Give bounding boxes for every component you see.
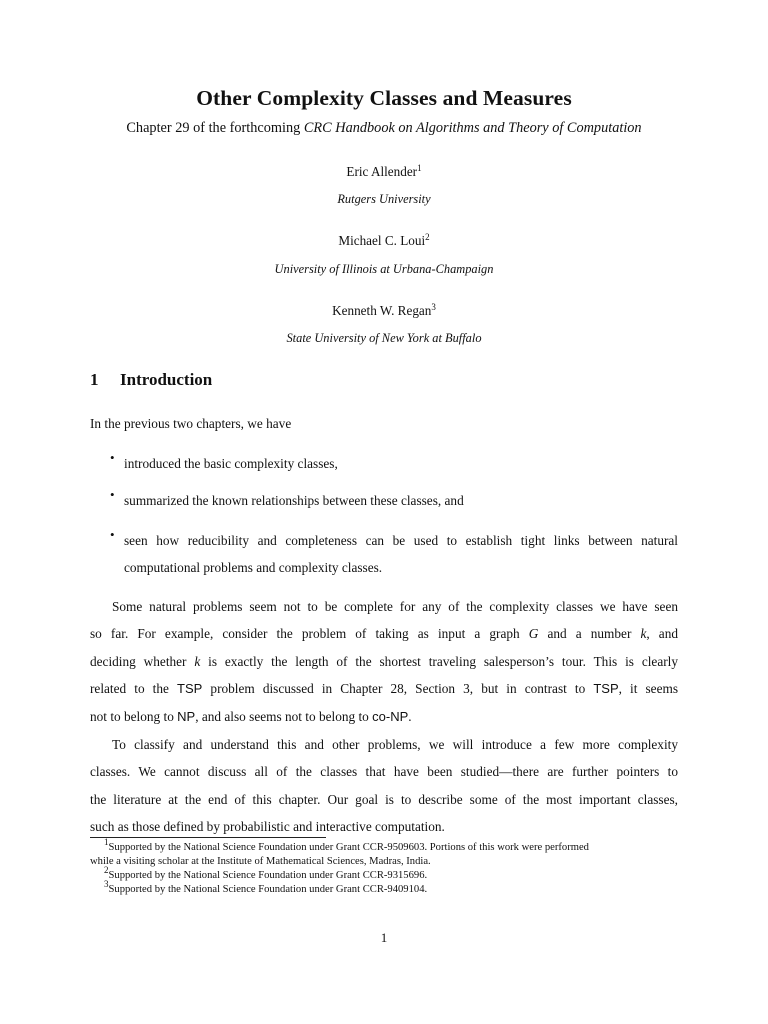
author-2	[0, 233, 768, 249]
bullet-icon: •	[110, 527, 115, 542]
class-name-conp: co-NP	[372, 708, 409, 724]
math-var-k: k	[640, 626, 647, 642]
list-item-text: seen how reducibility and completeness can be used to establish tight links between natural	[124, 533, 678, 548]
page-number: 1	[380, 930, 388, 945]
text-line: the literature at the end of this chapter. Our goal is to describe some of the most important classes,	[90, 791, 678, 807]
bullet-icon: •	[110, 450, 115, 465]
section-heading	[90, 370, 212, 390]
footnote-3: $^3$Supported by the National Science Foundation under Grant CCR-9409104.	[104, 879, 428, 895]
text-line: To classify and understand this and other problems, we will introduce a few more complexity	[112, 737, 678, 752]
paragraph-2	[90, 731, 678, 841]
author-name: Michael C. Loui	[338, 233, 426, 248]
author-1-affiliation: Rutgers University	[337, 192, 431, 206]
class-name-tsp: TSP	[177, 681, 203, 697]
author-name: Kenneth W. Regan	[332, 303, 432, 318]
subtitle-prefix: Chapter 29 of the forthcoming	[126, 120, 304, 136]
class-name-tsp: TSP	[593, 681, 619, 697]
intro-sentence: In the previous two chapters, we have	[90, 416, 292, 431]
paper-subtitle	[0, 120, 768, 137]
text-line: deciding whether k is exactly the length of the shortest traveling salesperson’s tour. This is clearly	[90, 653, 678, 669]
footnote-2: $^2$Supported by the National Science Foundation under Grant CCR-9315696.	[104, 865, 428, 881]
text-line: Some natural problems seem not to be complete for any of the complexity classes we have seen	[112, 599, 678, 614]
math-var-g: G	[528, 626, 539, 642]
footnote-mark: 1	[417, 163, 422, 173]
footnote-mark: 3	[104, 879, 109, 889]
section-title: Introduction	[120, 370, 213, 389]
math-var-k: k	[194, 653, 201, 669]
class-name-np: NP	[177, 708, 196, 724]
list-item-text: introduced the basic complexity classes,	[124, 456, 338, 471]
author-2-affiliation: University of Illinois at Urbana-Champaign	[274, 262, 494, 276]
footnote-mark: 3	[431, 302, 436, 312]
bullet-icon: •	[110, 487, 115, 502]
footnote-1: $^1$Supported by the National Science Foundation under Grant CCR-9509603. Portions of this work were performed while a visiting scholar at the Institute of Mathematical Sciences, Madras, India.	[90, 837, 589, 867]
list-item-text: summarized the known relationships between these classes, and	[124, 493, 464, 508]
section-number: 1	[90, 370, 99, 389]
footnote-rule	[90, 837, 326, 838]
footnote-mark: 1	[104, 837, 109, 847]
paragraph-1	[90, 593, 678, 730]
subtitle-handbook-name: CRC Handbook on Algorithms and Theory of Computation	[303, 120, 642, 136]
author-name: Eric Allender	[346, 164, 418, 179]
text-line: such as those defined by probabilistic and interactive computation.	[90, 819, 445, 835]
text-line: classes. We cannot discuss all of the classes that have been studied—there are further pointers to	[90, 764, 678, 780]
author-1	[0, 164, 768, 180]
author-3-affiliation: State University of New York at Buffalo	[286, 331, 482, 345]
text-line: not to belong to NP, and also seems not to belong to co-NP.	[90, 708, 412, 724]
list-item-text: computational problems and complexity classes.	[124, 560, 383, 576]
text-line: related to the TSP problem discussed in Chapter 28, Section 3, but in contrast to TSP, it seems	[90, 681, 679, 697]
paper-title: Other Complexity Classes and Measures	[196, 86, 572, 110]
footnote-mark: 2	[104, 865, 109, 875]
text-line: so far. For example, consider the problem of taking as input a graph G and a number k, and	[90, 626, 679, 642]
author-3	[0, 303, 768, 319]
footnote-mark: 2	[425, 232, 430, 242]
